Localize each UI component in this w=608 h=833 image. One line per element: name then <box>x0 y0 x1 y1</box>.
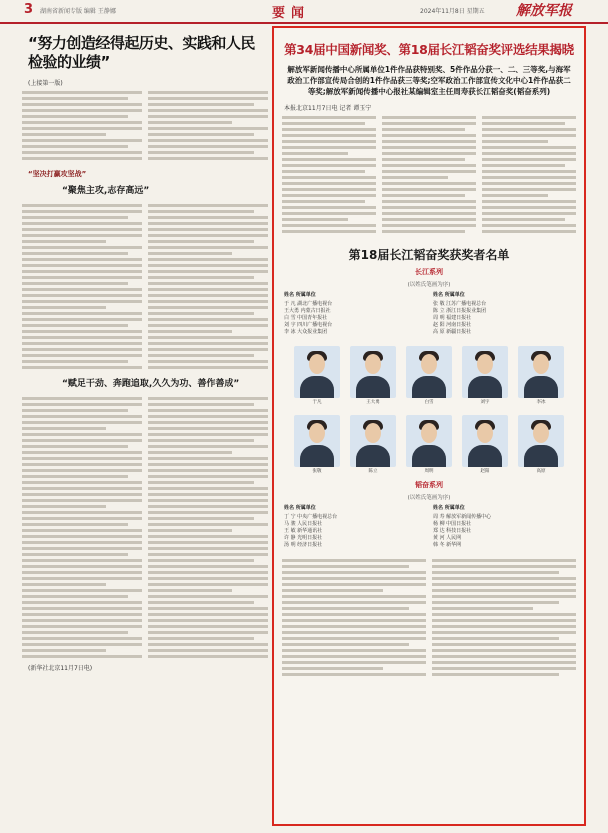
left-headline: “努力创造经得起历史、实践和人民检验的业绩” <box>28 34 255 71</box>
feature-text-block <box>274 114 584 236</box>
masthead <box>0 0 608 24</box>
left-quote-2: “赋足干劲、奔跑追取,久久为功、善作善成” <box>62 379 240 389</box>
list-item: 汤 明 经济日报社 <box>284 542 323 548</box>
left-text-block-1 <box>22 89 268 163</box>
featured-article-box <box>272 26 586 826</box>
name-list-right <box>433 292 574 336</box>
name-list-header: 姓名 所属单位 <box>284 292 316 298</box>
left-byline-top: (上接第一版) <box>28 80 63 87</box>
portrait-caption: 李冰 <box>536 400 546 405</box>
portrait-caption: 刘宇 <box>480 400 490 405</box>
portrait-photo <box>294 415 340 467</box>
list-item: 于 凡 湖北广播电视台 <box>284 301 333 307</box>
list-item: 王大勇 内蒙古日报社 <box>284 308 331 314</box>
portrait-photo <box>294 346 340 398</box>
left-quote-1: “聚焦主攻,志存高远” <box>62 186 150 196</box>
name-list-header: 姓名 所属单位 <box>433 292 465 298</box>
list-item: 韩 冬 新华网 <box>433 542 462 548</box>
portrait-caption: 赵阳 <box>480 469 490 474</box>
series-1-note: (以姓氏笔画为序) <box>407 282 451 288</box>
portrait-caption: 于凡 <box>312 400 322 405</box>
list-item: 马 骏 人民日报社 <box>284 521 323 527</box>
list-item: 郑 达 科技日报社 <box>433 528 472 534</box>
left-subhead-1: “坚决打赢攻坚战” <box>28 170 87 178</box>
series-2-name-lists <box>274 505 584 549</box>
portrait-cell <box>350 346 396 405</box>
list-item: 许 静 光明日报社 <box>284 535 323 541</box>
feature-byline: 本报北京11月7日电 记者 谭玉宁 <box>284 105 372 112</box>
feature-main-title: 第34届中国新闻奖、第18届长江韬奋奖评选结果揭晓 <box>284 42 574 57</box>
portrait-caption: 高原 <box>536 469 546 474</box>
portrait-cell <box>406 346 452 405</box>
feature-text-block-2 <box>274 557 584 679</box>
portrait-photo <box>350 346 396 398</box>
name-list-left-2 <box>284 505 425 549</box>
list-item: 陈 立 浙江日报报业集团 <box>433 308 487 314</box>
feature-sub-title: 解放军新闻传播中心所属单位1件作品获特别奖、5件作品分获一、二、三等奖,与海军政治工作部宣传局合创的1件作品获三等奖;空军政治工作部宣传文化中心1件作品获二等奖;解放军新闻传播中心报社某编辑室主任周寿获长江韬奋奖(韬奋系列) <box>287 65 571 96</box>
name-list-left <box>284 292 425 336</box>
list-item: 李 冰 大众报业集团 <box>284 329 328 335</box>
portrait-photo <box>406 415 452 467</box>
page-meta: 湖南省新闻专版 编辑 王静娜 <box>40 8 116 15</box>
portrait-cell <box>462 346 508 405</box>
list-item: 赵 阳 河南日报社 <box>433 322 472 328</box>
list-item: 刘 宇 四川广播电视台 <box>284 322 333 328</box>
portrait-photo <box>406 346 452 398</box>
portrait-photo <box>462 346 508 398</box>
section-title: 要闻 <box>272 6 311 21</box>
left-byline-bottom: (新华社北京11月7日电) <box>28 665 93 672</box>
portrait-grid <box>274 346 584 474</box>
left-article <box>22 30 268 826</box>
portrait-caption: 王大勇 <box>366 400 380 405</box>
list-item: 高 原 新疆日报社 <box>433 329 472 335</box>
page-number: 3 <box>24 2 34 17</box>
portrait-cell <box>294 415 340 474</box>
name-list-header: 姓名 所属单位 <box>433 505 465 511</box>
list-item: 黄 河 人民网 <box>433 535 462 541</box>
portrait-cell <box>518 415 564 474</box>
list-item: 白 雪 中国青年报社 <box>284 315 328 321</box>
portrait-cell <box>518 346 564 405</box>
series-1-name-lists <box>274 292 584 336</box>
portrait-photo <box>518 346 564 398</box>
portrait-caption: 张敬 <box>312 469 322 474</box>
name-list-header: 姓名 所属单位 <box>284 505 316 511</box>
portrait-photo <box>462 415 508 467</box>
award-list-title: 第18届长江韬奋奖获奖者名单 <box>348 248 510 262</box>
list-item: 周 明 福建日报社 <box>433 315 472 321</box>
portrait-photo <box>350 415 396 467</box>
portrait-photo <box>518 415 564 467</box>
newspaper-logo: 解放军报 <box>516 3 572 19</box>
list-item: 王 敏 新华通讯社 <box>284 528 323 534</box>
name-list-right-2 <box>433 505 574 549</box>
list-item: 周 寿 解放军新闻传播中心 <box>433 514 492 520</box>
list-item: 张 敬 江苏广播电视总台 <box>433 301 487 307</box>
issue-date: 2024年11月8日 星期五 <box>420 8 485 15</box>
portrait-cell <box>294 346 340 405</box>
left-text-block-3 <box>22 395 268 661</box>
series-2-note: (以姓氏笔画为序) <box>407 495 451 501</box>
portrait-cell <box>350 415 396 474</box>
list-item: 杨 柳 中国日报社 <box>433 521 472 527</box>
left-text-block-2 <box>22 202 268 372</box>
portrait-cell <box>406 415 452 474</box>
series-2-title: 韬奋系列 <box>415 481 443 489</box>
portrait-caption: 白雪 <box>424 400 434 405</box>
series-1-title: 长江系列 <box>415 268 443 276</box>
portrait-cell <box>462 415 508 474</box>
portrait-caption: 周明 <box>424 469 434 474</box>
portrait-caption: 陈立 <box>368 469 378 474</box>
list-item: 丁 宁 中央广播电视总台 <box>284 514 338 520</box>
